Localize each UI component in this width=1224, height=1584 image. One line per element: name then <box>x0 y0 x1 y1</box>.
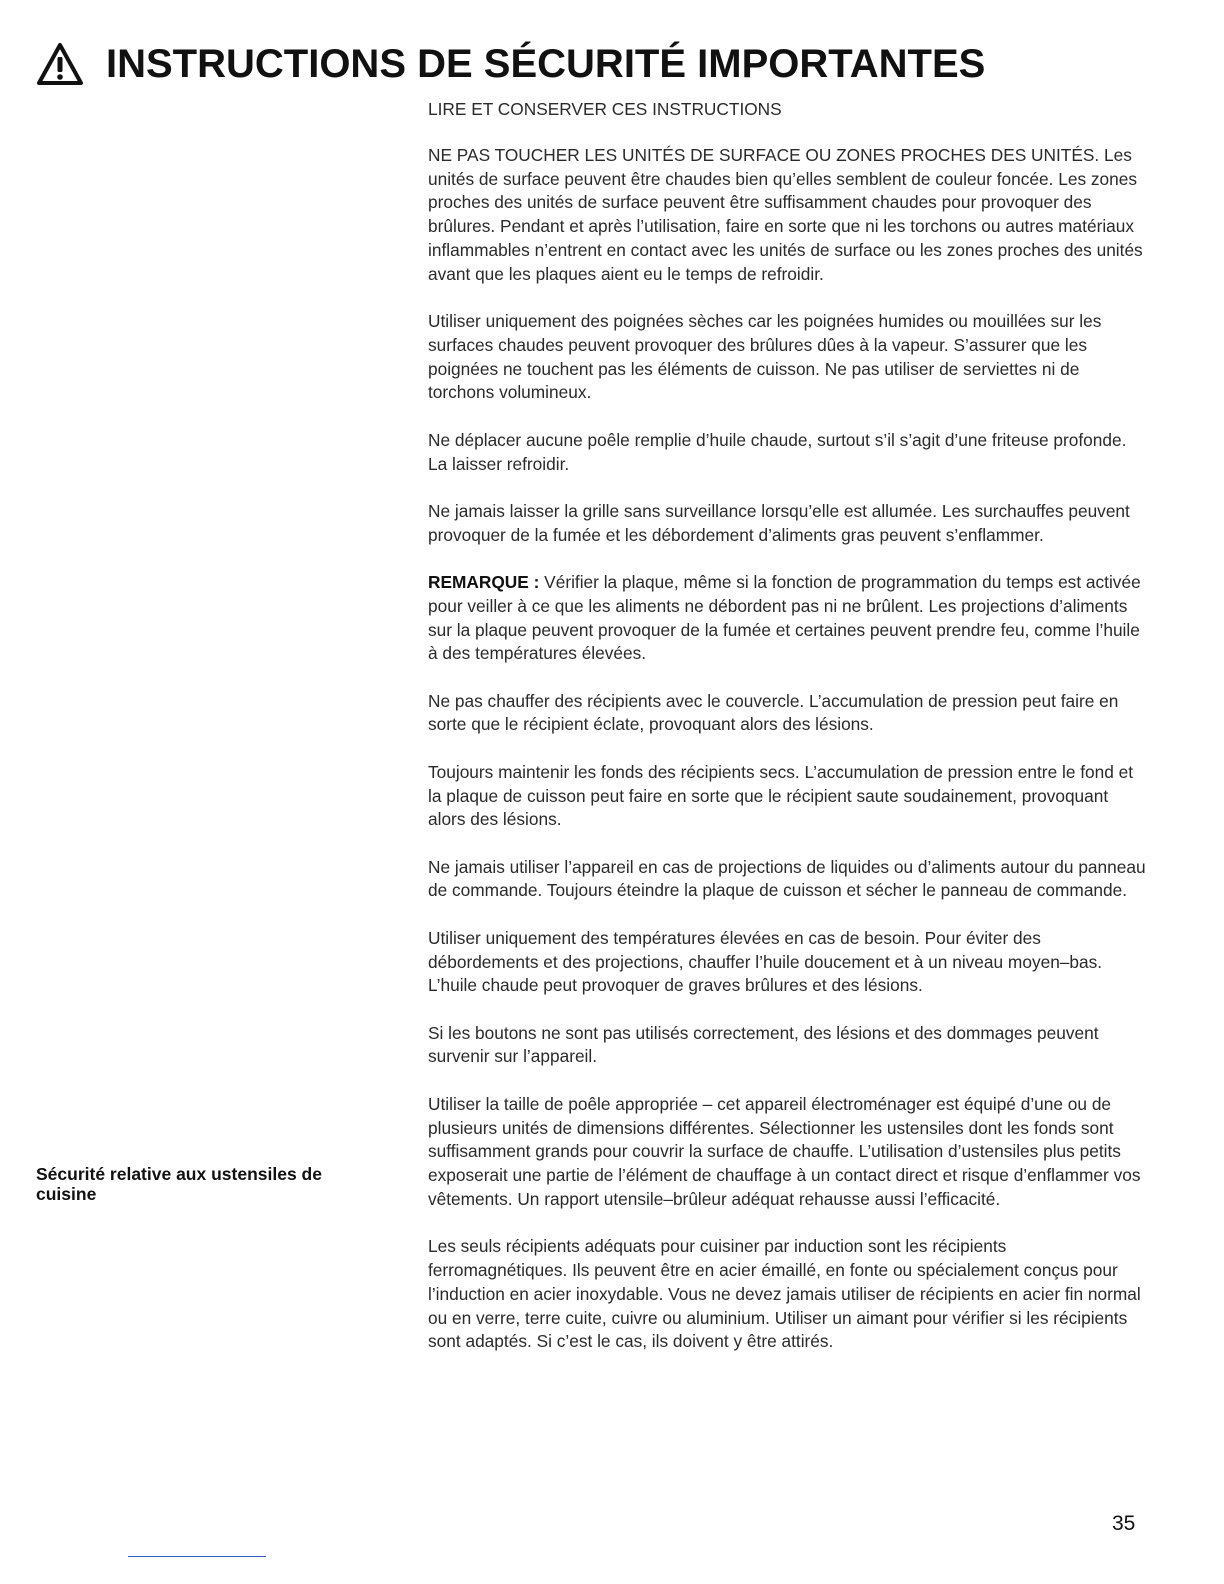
paragraph: Toujours maintenir les fonds des récipients secs. L’accumulation de pression entre le fond et la plaque de cuisson peut faire en sorte que le récipient saute soudainement, provoquant alors des lésions. <box>428 761 1134 830</box>
footer-rule <box>128 1556 266 1557</box>
paragraph: Utiliser uniquement des températures élevées en cas de besoin. Pour éviter des débordements et des projections, chauffer l’huile doucement et à un niveau moyen–bas. L’huile chaude peut provoquer de graves brûlures et des lésions. <box>428 927 1103 996</box>
remark-label: REMARQUE : <box>428 571 540 592</box>
paragraph: Si les boutons ne sont pas utilisés correctement, des lésions et des dommages peuvent survenir sur l’appareil. <box>428 1022 1099 1067</box>
paragraph: Utiliser uniquement des poignées sèches car les poignées humides ou mouillées sur les surfaces chaudes peuvent provoquer des brûlures dûes à la vapeur. S’assurer que les poignées ne touchent pas les éléments de cuisson. Ne pas utiliser de serviettes ni de torchons volumineux. <box>428 311 1102 403</box>
paragraph: Ne jamais laisser la grille sans surveillance lorsqu’elle est allumée. Les surchauffes peuvent provoquer de la fumée et les débordement d’aliments gras peuvent s’enflammer. <box>428 500 1130 545</box>
page-number: 35 <box>1112 1512 1136 1535</box>
remark-paragraph <box>428 571 1148 666</box>
page-header <box>36 40 985 88</box>
main-content <box>428 98 1148 1378</box>
paragraph: Ne déplacer aucune poêle remplie d’huile chaude, surtout s’il s’agit d’une friteuse profonde. La laisser refroidir. <box>428 429 1127 474</box>
remark-text: Vérifier la plaque, même si la fonction de programmation du temps est activée pour veiller à ce que les aliments ne débordent pas ni ne brûlent. Les projections d’aliments sur la plaque peuvent provoquer de la fumée et certaines peuvent prendre feu, comme l’huile à des températures élevées. <box>428 571 1141 664</box>
paragraph: Utiliser la taille de poêle appropriée – cet appareil électroménager est équipé d’une ou de plusieurs unités de dimensions différentes. Sélectionner les ustensiles dont les fonds sont suffisamment grands pour couvrir la surface de chauffe. L’utilisation d’ustensiles plus petits exposerait une partie de l’élément de chauffage à un contact direct et risque d’enflammer vos vêtements. Un rapport utensile–brûleur adéquat rehausse aussi l’efficacité. <box>428 1093 1141 1209</box>
warning-triangle-icon <box>36 42 84 86</box>
section-heading-cookware-safety: Sécurité relative aux ustensiles de cuisine <box>36 1164 322 1204</box>
page-title: INSTRUCTIONS DE SÉCURITÉ IMPORTANTES <box>106 42 986 86</box>
paragraph: Ne jamais utiliser l’appareil en cas de projections de liquides ou d’aliments autour du panneau de commande. Toujours éteindre la plaque de cuisson et sécher le panneau de commande. <box>428 856 1146 901</box>
paragraph: Les seuls récipients adéquats pour cuisiner par induction sont les récipients ferromagnétiques. Ils peuvent être en acier émaillé, en fonte ou spécialement conçus pour l’induction en acier inoxydable. Vous ne devez jamais utiliser de récipients en acier fin normal ou en verre, terre cuite, cuivre ou aluminium. Utiliser un aimant pour vérifier si les récipients sont adaptés. Si c’est le cas, ils doivent y être attirés. <box>428 1236 1141 1352</box>
paragraph: NE PAS TOUCHER LES UNITÉS DE SURFACE OU ZONES PROCHES DES UNITÉS. Les unités de surface peuvent être chaudes bien qu’elles semblent de couleur foncée. Les zones proches des unités de surface peuvent être suffisamment chaudes pour provoquer des brûlures. Pendant et après l’utilisation, faire en sorte que ni les torchons ou autres matériaux inflammables n’entrent en contact avec les unités de surface ou les zones proches des unités avant que les plaques aient eu le temps de refroidir. <box>428 144 1143 284</box>
lead-instruction: LIRE ET CONSERVER CES INSTRUCTIONS <box>428 99 782 119</box>
paragraph: Ne pas chauffer des récipients avec le couvercle. L’accumulation de pression peut faire en sorte que le récipient éclate, provoquant alors des lésions. <box>428 690 1119 735</box>
